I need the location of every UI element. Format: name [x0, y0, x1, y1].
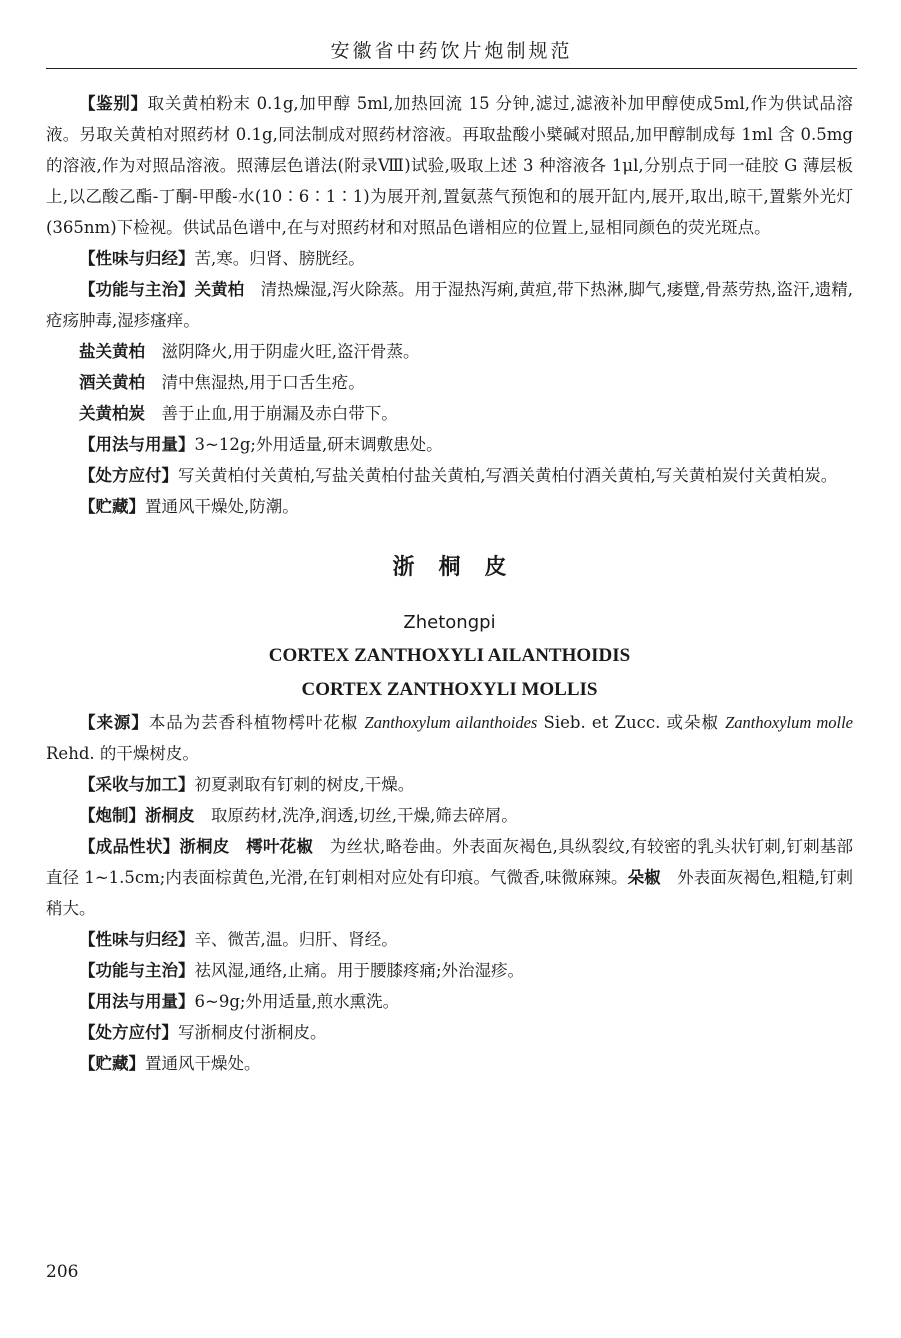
- usage-text: 3~12g;外用适量,研末调敷患处。: [194, 435, 443, 454]
- char-label: 关黄柏炭: [79, 404, 145, 423]
- species-author-1: Sieb. et Zucc.: [543, 713, 661, 732]
- processing-paragraph: [46, 800, 853, 831]
- nature-text: 苦,寒。归肾、膀胱经。: [194, 249, 365, 268]
- processing-text: 取原药材,洗净,润透,切丝,干燥,筛去碎屑。: [211, 806, 518, 825]
- species-author-2: Rehd.: [46, 744, 95, 763]
- entry-latin-name-1: CORTEX ZANTHOXYLI AILANTHOIDIS: [268, 645, 631, 666]
- storage-text: 置通风干燥处,防潮。: [145, 497, 299, 516]
- function-paragraph-2: [46, 955, 853, 986]
- page-number: 206: [46, 1262, 79, 1282]
- source-text-3: 的干燥树皮。: [99, 744, 199, 763]
- harvest-paragraph: [46, 769, 853, 800]
- function-label-2: 【功能与主治】: [79, 961, 195, 980]
- prescription-paragraph: [46, 460, 853, 491]
- nature-label-2: 【性味与归经】: [79, 930, 195, 949]
- running-header: [46, 24, 857, 69]
- char-paragraph: [46, 398, 853, 429]
- traits-paragraph: [46, 831, 853, 924]
- source-label: 【来源】: [79, 713, 149, 732]
- nature-paragraph-2: [46, 924, 853, 955]
- nature-paragraph: [46, 243, 853, 274]
- species-name-2: Zanthoxylum molle: [725, 713, 854, 732]
- prescription-text-2: 写浙桐皮付浙桐皮。: [178, 1023, 327, 1042]
- function-paragraph: [46, 274, 853, 336]
- usage-paragraph: [46, 429, 853, 460]
- function-label: 【功能与主治】: [79, 280, 195, 299]
- processing-sub-label: 浙桐皮: [145, 806, 195, 825]
- entry-latin-name-2: CORTEX ZANTHOXYLI MOLLIS: [301, 679, 598, 700]
- prescription-label: 【处方应付】: [79, 466, 178, 485]
- prescription-paragraph-2: [46, 1017, 853, 1048]
- char-text: 善于止血,用于崩漏及赤白带下。: [161, 404, 398, 423]
- source-paragraph: [46, 707, 853, 769]
- source-text-1: 本品为芸香科植物樗叶花椒: [148, 713, 359, 732]
- storage-paragraph: [46, 491, 853, 522]
- identification-text: 取关黄柏粉末 0.1g,加甲醇 5ml,加热回流 15 分钟,滤过,滤液补加甲醇使成5ml,作为供试品溶液。另取关黄柏对照药材 0.1g,同法制成对照药材溶液。再取盐酸小檗碱对照品,加甲醇制成每 1ml 含 0.5mg 的溶液,作为对照品溶液。照薄层色谱法(附录Ⅷ)试验,吸取上述 3 种溶液各 1μl,分别点于同一硅胶 G 薄层板上,以乙酸乙酯-丁酮-甲酸-水(10∶6∶1∶1)为展开剂,置氨蒸气预饱和的展开缸内,展开,取出,晾干,置紫外光灯(365nm)下检视。供试品色谱中,在与对照药材和对照品色谱相应的位置上,显相同颜色的荧光斑点。: [46, 94, 853, 237]
- traits-text-1: 为丝状,略卷曲。外表面灰褐色,具纵裂纹,有较密的乳头状钉刺,钉刺基部直径 1~1.5cm;内表面棕黄色,光滑,在钉刺相对应处有印痕。气微香,味微麻辣。: [46, 837, 854, 887]
- usage-label: 【用法与用量】: [79, 435, 195, 454]
- storage-label: 【贮藏】: [79, 497, 145, 516]
- usage-paragraph-2: [46, 986, 853, 1017]
- function-text-2: 祛风湿,通络,止痛。用于腰膝疼痛;外治湿疹。: [194, 961, 525, 980]
- wine-text: 清中焦湿热,用于口舌生疮。: [161, 373, 365, 392]
- wine-label: 酒关黄柏: [79, 373, 145, 392]
- nature-label: 【性味与归经】: [79, 249, 195, 268]
- traits-sub-label-2: 樗叶花椒: [246, 837, 314, 856]
- harvest-text: 初夏剥取有钉刺的树皮,干燥。: [194, 775, 415, 794]
- wine-paragraph: [46, 367, 853, 398]
- storage-text-2: 置通风干燥处。: [145, 1054, 261, 1073]
- traits-sub-label-3: 朵椒: [627, 868, 661, 887]
- prescription-text: 写关黄柏付关黄柏,写盐关黄柏付盐关黄柏,写酒关黄柏付酒关黄柏,写关黄柏炭付关黄柏炭。: [178, 466, 838, 485]
- page-content: [46, 88, 853, 1079]
- nature-text-2: 辛、微苦,温。归肝、肾经。: [194, 930, 398, 949]
- salt-label: 盐关黄柏: [79, 342, 145, 361]
- species-name-1: Zanthoxylum ailanthoides: [364, 713, 538, 732]
- identification-label: 【鉴别】: [79, 94, 148, 113]
- function-sub-label: 关黄柏: [194, 280, 245, 299]
- usage-text-2: 6~9g;外用适量,煎水熏洗。: [194, 992, 400, 1011]
- traits-sub-label-1: 浙桐皮: [179, 837, 230, 856]
- harvest-label: 【采收与加工】: [79, 775, 195, 794]
- source-text-2: 或朵椒: [666, 713, 719, 732]
- salt-paragraph: [46, 336, 853, 367]
- prescription-label-2: 【处方应付】: [79, 1023, 178, 1042]
- identification-paragraph: [46, 88, 853, 243]
- storage-paragraph-2: [46, 1048, 853, 1079]
- header-title: 安徽省中药饮片炮制规范: [330, 40, 573, 62]
- usage-label-2: 【用法与用量】: [79, 992, 195, 1011]
- traits-text-2: 外表面灰褐色,粗糙,钉刺稍大。: [46, 868, 853, 918]
- entry-pinyin: Zhetongpi: [403, 612, 496, 633]
- function-text: 清热燥湿,泻火除蒸。用于湿热泻痢,黄疸,带下热淋,脚气,痿躄,骨蒸劳热,盗汗,遗精,疮疡肿毒,湿疹瘙痒。: [46, 280, 853, 330]
- processing-label: 【炮制】: [79, 806, 145, 825]
- salt-text: 滋阴降火,用于阴虚火旺,盗汗骨蒸。: [161, 342, 420, 361]
- storage-label-2: 【贮藏】: [79, 1054, 145, 1073]
- traits-label: 【成品性状】: [79, 837, 180, 856]
- entry-title: 浙桐皮: [392, 555, 531, 580]
